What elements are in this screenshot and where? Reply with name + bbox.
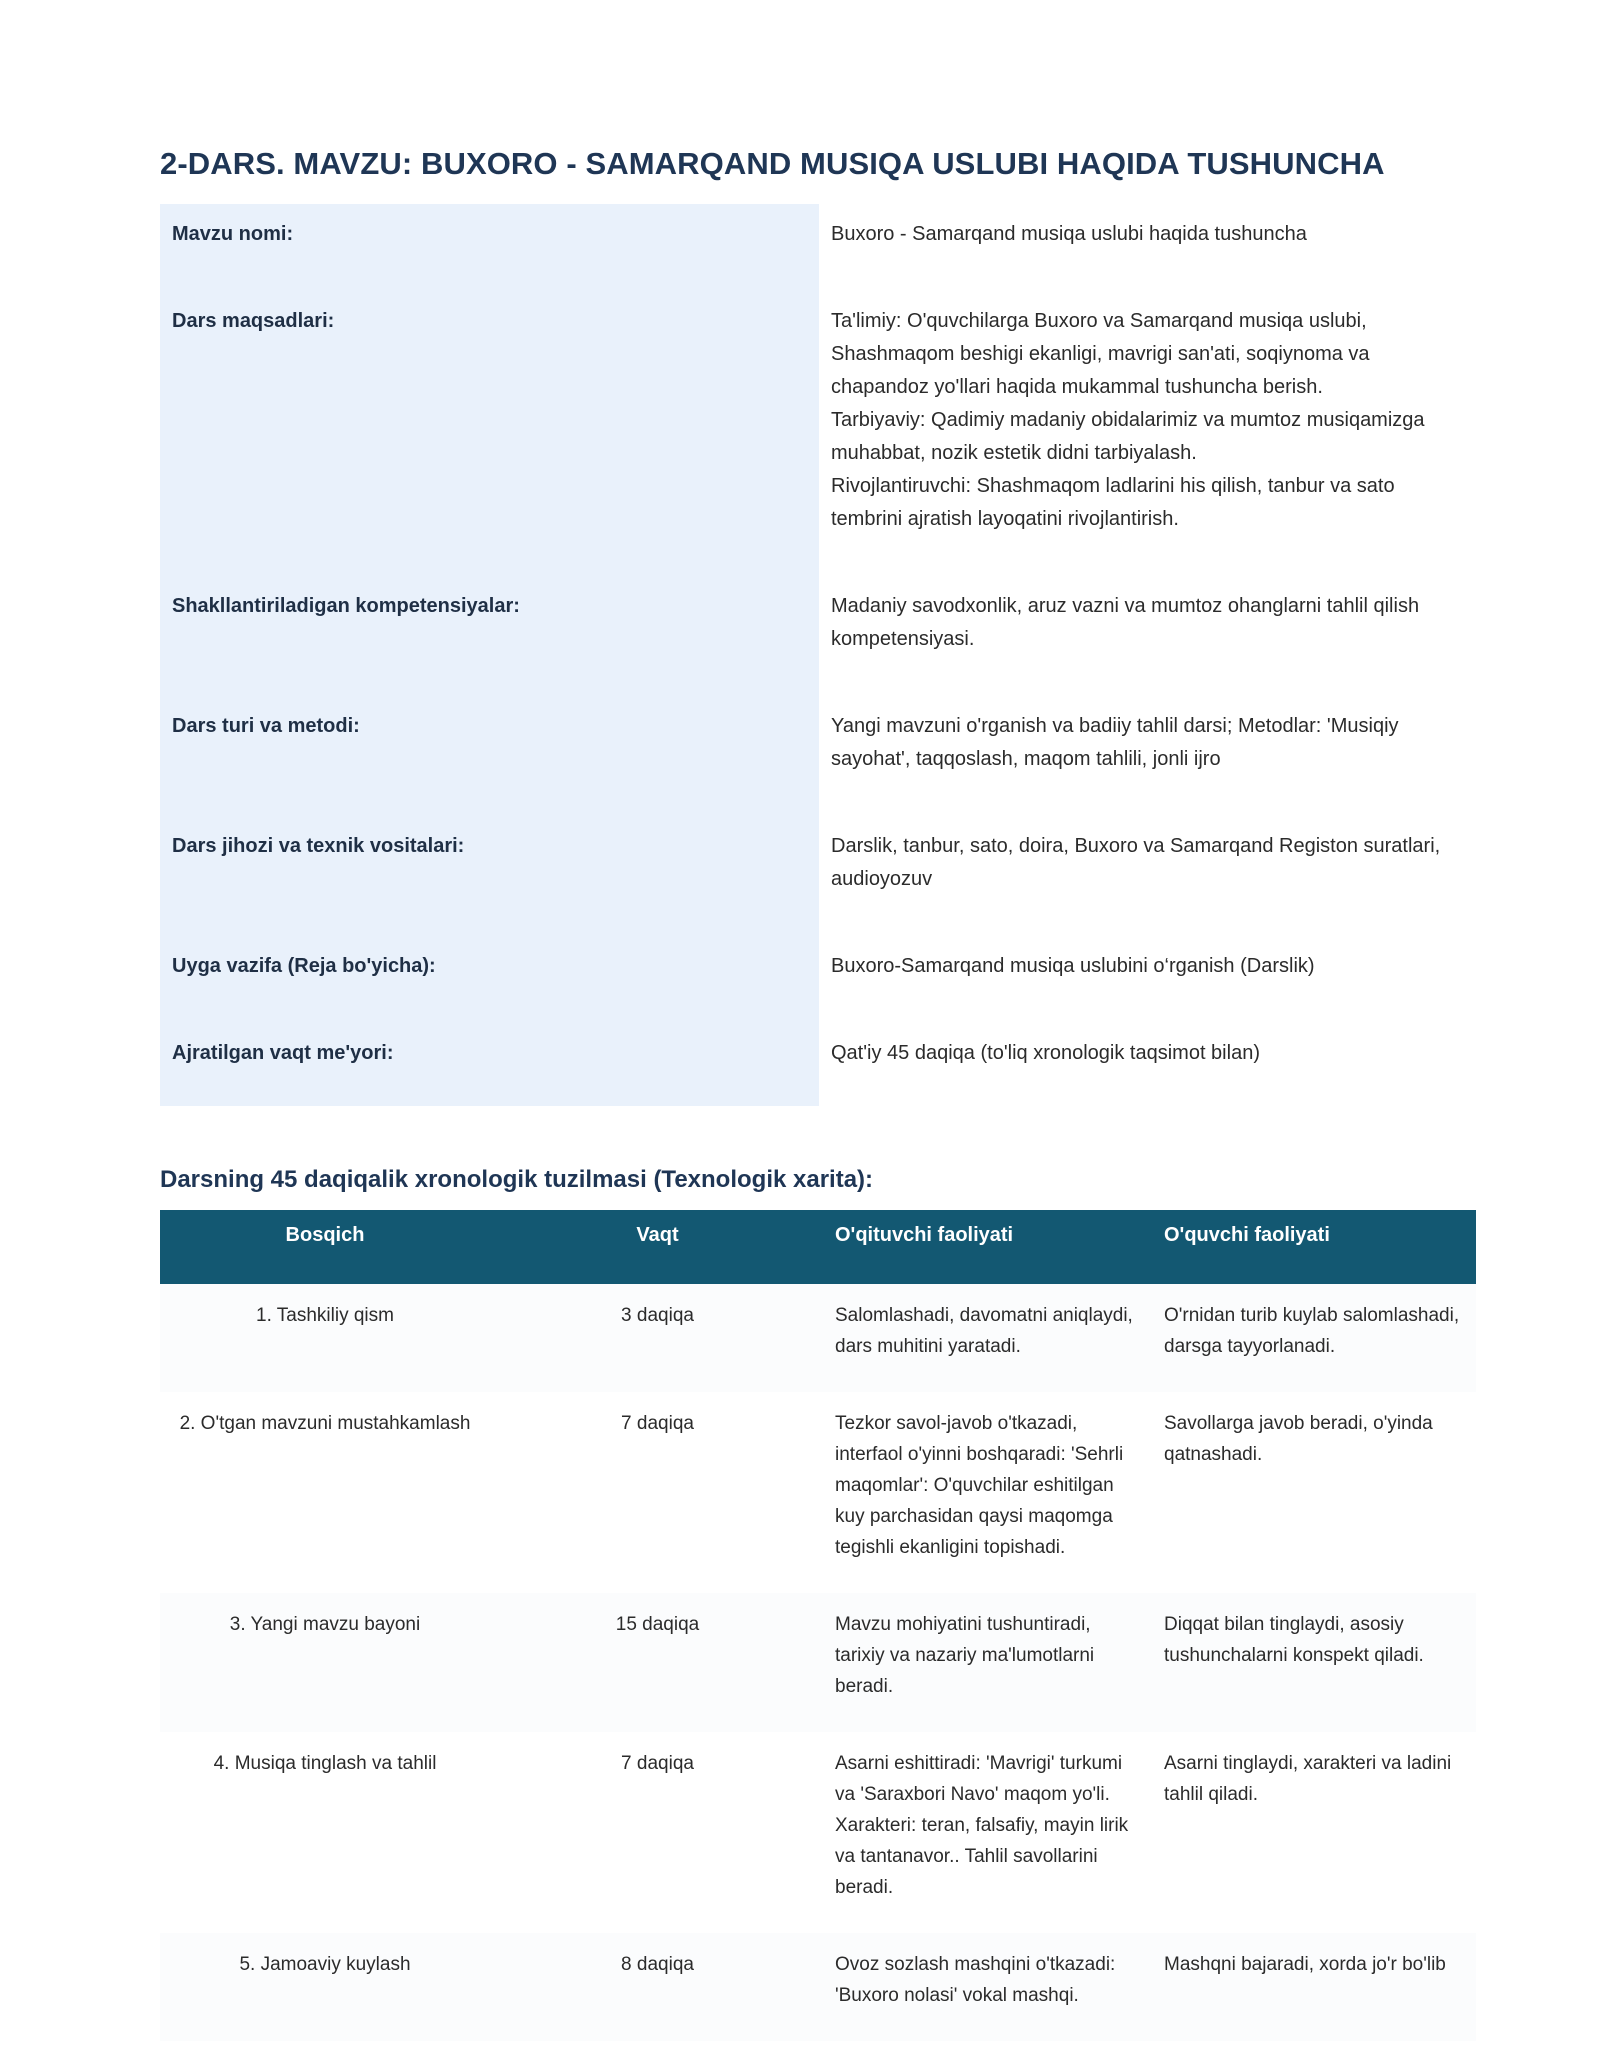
info-row — [160, 816, 1476, 936]
info-value — [819, 576, 1476, 696]
info-label: Dars turi va metodi: — [160, 696, 819, 816]
info-label: Mavzu nomi: — [160, 204, 819, 291]
header-student: O'quvchi faoliyati — [1154, 1210, 1476, 1284]
cell-student: Mashqni bajaradi, xorda jo'r bo'lib — [1154, 1933, 1476, 2041]
cell-stage: 3. Yangi mavzu bayoni — [160, 1593, 490, 1732]
lesson-plan-table — [160, 1210, 1476, 2041]
info-value-line: Madaniy savodxonlik, aruz vazni va mumtoz ohanglarni tahlil qilish kompetensiyasi. — [831, 595, 1420, 650]
info-label: Shakllantiriladigan kompetensiyalar: — [160, 576, 819, 696]
table-row — [160, 1392, 1476, 1593]
info-value-line: Tarbiyaviy: Qadimiy madaniy obidalarimiz va mumtoz musiqamizga muhabbat, nozik estetik didni tarbiyalash. — [831, 409, 1425, 464]
cell-teacher: Asarni eshittiradi: 'Mavrigi' turkumi va 'Saraxbori Navo' maqom yo'li. Xarakteri: teran, falsafiy, mayin lirik va tantanavor.. Tahlil savollarini beradi. — [825, 1732, 1154, 1933]
info-row — [160, 936, 1476, 1023]
cell-teacher: Ovoz sozlash mashqini o'tkazadi: 'Buxoro nolasi' vokal mashqi. — [825, 1933, 1154, 2041]
table-row — [160, 1593, 1476, 1732]
cell-student: Asarni tinglaydi, xarakteri va ladini tahlil qiladi. — [1154, 1732, 1476, 1933]
info-value — [819, 696, 1476, 816]
info-value — [819, 936, 1476, 1023]
header-teacher: O'qituvchi faoliyati — [825, 1210, 1154, 1284]
info-label: Uyga vazifa (Reja bo'yicha): — [160, 936, 819, 1023]
info-value-line: Ta'limiy: O'quvchilarga Buxoro va Samarqand musiqa uslubi, Shashmaqom beshigi ekanligi, mavrigi san'ati, soqiynoma va chapandoz yo'llari haqida mukammal tushuncha berish. — [831, 310, 1370, 398]
info-value-line: Yangi mavzuni o'rganish va badiiy tahlil darsi; Metodlar: 'Musiqiy sayohat', taqqoslash, maqom tahlili, jonli ijro — [831, 715, 1399, 770]
info-value — [819, 204, 1476, 291]
header-stage: Bosqich — [160, 1210, 490, 1284]
lesson-info-table — [160, 204, 1476, 1106]
info-value-line: Buxoro - Samarqand musiqa uslubi haqida tushuncha — [831, 223, 1307, 245]
info-value — [819, 291, 1476, 576]
info-label: Dars jihozi va texnik vositalari: — [160, 816, 819, 936]
cell-time: 15 daqiqa — [490, 1593, 825, 1732]
table-row — [160, 1933, 1476, 2041]
info-value-line: Buxoro-Samarqand musiqa uslubini o‘rganish (Darslik) — [831, 955, 1315, 977]
table-row — [160, 1732, 1476, 1933]
info-label: Ajratilgan vaqt me'yori: — [160, 1023, 819, 1106]
cell-stage: 5. Jamoaviy kuylash — [160, 1933, 490, 2041]
cell-time: 3 daqiqa — [490, 1284, 825, 1392]
info-value — [819, 1023, 1476, 1106]
info-label: Dars maqsadlari: — [160, 291, 819, 576]
info-row — [160, 1023, 1476, 1106]
cell-time: 7 daqiqa — [490, 1392, 825, 1593]
cell-time: 7 daqiqa — [490, 1732, 825, 1933]
cell-stage: 4. Musiqa tinglash va tahlil — [160, 1732, 490, 1933]
cell-student: O'rnidan turib kuylab salomlashadi, darsga tayyorlanadi. — [1154, 1284, 1476, 1392]
document-page — [160, 140, 1476, 2041]
info-value-line: Rivojlantiruvchi: Shashmaqom ladlarini his qilish, tanbur va sato tembrini ajratish layoqatini rivojlantirish. — [831, 475, 1395, 530]
info-value — [819, 816, 1476, 936]
cell-time: 8 daqiqa — [490, 1933, 825, 2041]
cell-teacher: Tezkor savol-javob o'tkazadi, interfaol o'yinni boshqaradi: 'Sehrli maqomlar': O'quvchilar eshitilgan kuy parchasidan qaysi maqomga tegishli ekanligini topishadi. — [825, 1392, 1154, 1593]
cell-student: Diqqat bilan tinglaydi, asosiy tushunchalarni konspekt qiladi. — [1154, 1593, 1476, 1732]
info-row — [160, 204, 1476, 291]
plan-header-row — [160, 1210, 1476, 1284]
info-value-line: Qat'iy 45 daqiqa (to'liq xronologik taqsimot bilan) — [831, 1042, 1260, 1064]
cell-stage: 1. Tashkiliy qism — [160, 1284, 490, 1392]
info-row — [160, 291, 1476, 576]
cell-teacher: Salomlashadi, davomatni aniqlaydi, dars muhitini yaratadi. — [825, 1284, 1154, 1392]
cell-stage: 2. O'tgan mavzuni mustahkamlash — [160, 1392, 490, 1593]
cell-student: Savollarga javob beradi, o'yinda qatnashadi. — [1154, 1392, 1476, 1593]
cell-teacher: Mavzu mohiyatini tushuntiradi, tarixiy va nazariy ma'lumotlarni beradi. — [825, 1593, 1154, 1732]
info-row — [160, 696, 1476, 816]
header-time: Vaqt — [490, 1210, 825, 1284]
info-value-line: Darslik, tanbur, sato, doira, Buxoro va Samarqand Registon suratlari, audioyozuv — [831, 835, 1441, 890]
plan-title: Darsning 45 daqiqalik xronologik tuzilmasi (Texnologik xarita): — [160, 1166, 874, 1193]
page-title: 2-DARS. MAVZU: BUXORO - SAMARQAND MUSIQA USLUBI HAQIDA TUSHUNCHA — [160, 146, 1385, 181]
table-row — [160, 1284, 1476, 1392]
info-row — [160, 576, 1476, 696]
